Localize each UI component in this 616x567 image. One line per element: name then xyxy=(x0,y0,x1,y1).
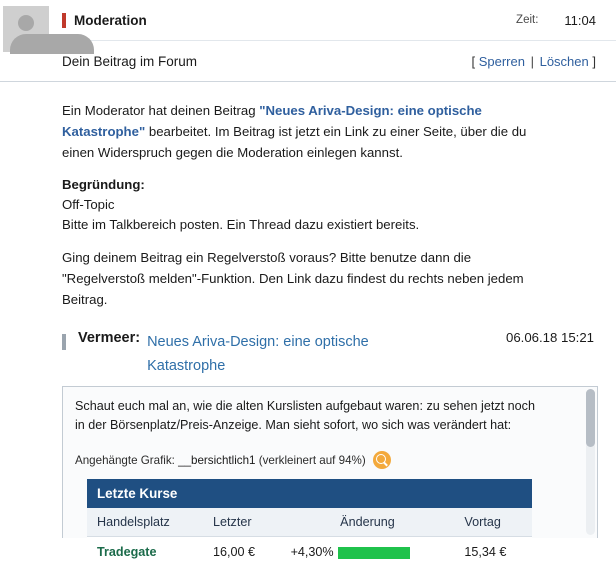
column-header-letzter[interactable]: Letzter xyxy=(203,508,281,537)
kurse-table xyxy=(87,479,532,567)
reason-line-2: Bitte im Talkbereich posten. Ein Thread dazu existiert bereits. xyxy=(62,215,594,235)
bracket-close: ] xyxy=(592,54,596,69)
cell-aenderung xyxy=(281,537,455,567)
message-body xyxy=(0,82,616,310)
quote-scrollbar-thumb[interactable] xyxy=(586,389,595,447)
header-subject-row xyxy=(52,41,616,81)
table-caption: Letzte Kurse xyxy=(87,479,532,508)
cell-handelsplatz[interactable]: Tradegate xyxy=(87,537,203,567)
time-label: Zeit: xyxy=(516,14,538,26)
table-header-row xyxy=(87,508,532,537)
quote-header xyxy=(0,324,616,378)
column-header-handelsplatz[interactable]: Handelsplatz xyxy=(87,508,203,537)
quote-author: Vermeer: xyxy=(78,330,140,346)
attachment-label: Angehängte Grafik: xyxy=(75,454,175,467)
cell-letzter: 16,00 € xyxy=(203,537,281,567)
magnifier-plus-icon[interactable] xyxy=(373,451,391,469)
change-bar-icon xyxy=(338,547,410,559)
quote-title-link[interactable]: Neues Ariva-Design: eine optische Katastrophe xyxy=(147,330,417,378)
quoted-post-content xyxy=(63,387,597,567)
avatar-body-icon xyxy=(10,34,94,54)
table-caption-row xyxy=(87,479,532,508)
change-value: +4,30% xyxy=(291,545,334,559)
avatar-cell xyxy=(0,0,52,81)
header-main xyxy=(52,0,616,81)
moderation-title: Moderation xyxy=(74,13,147,28)
attachment-note: (verkleinert auf 94%) xyxy=(259,454,366,467)
quoted-post-text: Schaut euch mal an, wie die alten Kurslisten aufgebaut waren: zu sehen jetzt noch in der Börsenplatz/Preis-Anzeige. Man sieht sofort, wo sich was verändert hat: xyxy=(75,397,545,435)
bracket-open: [ xyxy=(471,54,475,69)
reason-heading: Begründung: xyxy=(62,177,594,192)
message-subject: Dein Beitrag im Forum xyxy=(62,54,197,69)
column-header-aenderung[interactable]: Änderung xyxy=(281,508,455,537)
table-row xyxy=(87,537,532,567)
moderation-accent-bar xyxy=(62,13,66,28)
reason-line-1: Off-Topic xyxy=(62,195,594,215)
sperren-link[interactable]: Sperren xyxy=(479,54,525,69)
quote-accent-bar xyxy=(62,334,66,350)
quote-date: 06.06.18 15:21 xyxy=(506,330,594,345)
quoted-post-panel xyxy=(62,386,598,538)
time-value: 11:04 xyxy=(564,13,596,28)
intro-text-2: bearbeitet. Im Beitrag ist jetzt ein Link zu einer Seite, über die du einen Widerspruch gegen die Moderation einlegen kannst. xyxy=(62,124,526,160)
intro-paragraph xyxy=(62,100,552,163)
spacer-block xyxy=(62,235,594,247)
attachment-name[interactable]: __bersichtlich1 xyxy=(178,454,255,467)
loeschen-link[interactable]: Löschen xyxy=(540,54,589,69)
intro-text-1: Ein Moderator hat deinen Beitrag xyxy=(62,103,259,118)
action-separator: | xyxy=(529,54,536,69)
post-title-link[interactable]: "Neues Ariva-Design: eine optische Katastrophe" xyxy=(62,103,482,139)
message-actions xyxy=(471,54,596,69)
avatar xyxy=(3,6,49,52)
avatar-head-icon xyxy=(18,15,34,31)
column-header-vortag[interactable]: Vortag xyxy=(454,508,532,537)
cell-vortag: 15,34 € xyxy=(454,537,532,567)
attachment-row xyxy=(75,451,575,469)
quote-scrollbar[interactable] xyxy=(586,389,595,535)
message-header xyxy=(0,0,616,82)
closing-paragraph: Ging deinem Beitrag ein Regelverstoß voraus? Bitte benutze dann die "Regelverstoß melden"-Funktion. Den Link dazu findest du rechts neben jedem Beitrag. xyxy=(62,247,552,310)
header-top-row xyxy=(52,0,616,41)
